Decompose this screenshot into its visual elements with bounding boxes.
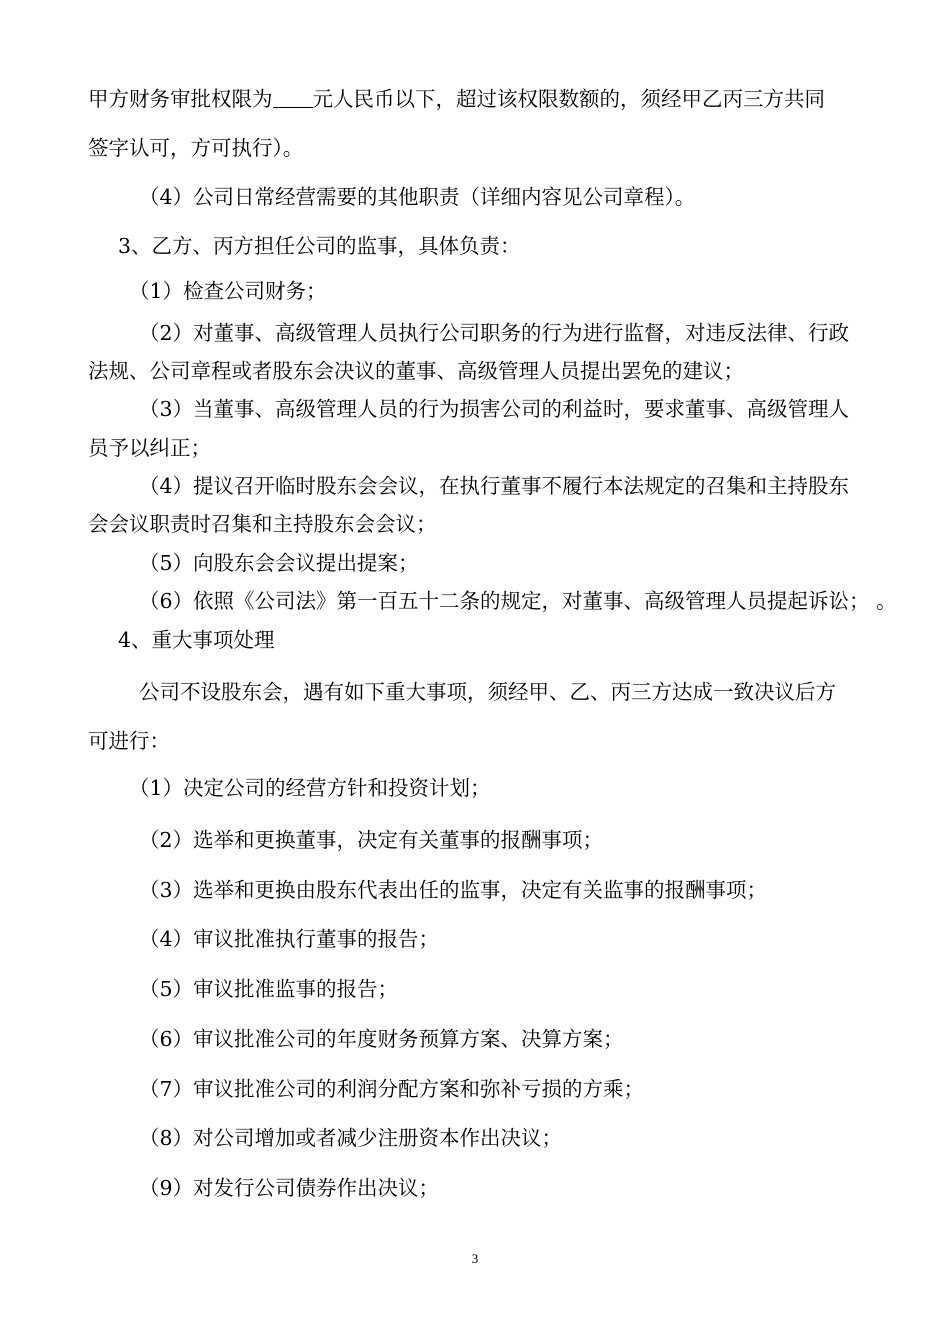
list-item: （2）对董事、高级管理人员执行公司职务的行为进行监督，对违反法律、行政 — [139, 321, 850, 345]
list-item-continuation: 法规、公司章程或者股东会决议的董事、高级管理人员提出罢免的建议； — [88, 359, 744, 383]
paragraph-line: 公司不设股东会，遇有如下重大事项，须经甲、乙、丙三方达成一致决议后方 — [139, 680, 836, 704]
list-item: （8）对公司增加或者减少注册资本作出决议； — [139, 1126, 563, 1150]
list-item-continuation: 会会议职责时召集和主持股东会会议； — [88, 512, 437, 536]
blank-amount-field — [273, 87, 313, 108]
list-item: （2）选举和更换董事，决定有关董事的报酬事项； — [139, 828, 604, 852]
list-item: （5）向股东会会议提出提案； — [139, 551, 419, 575]
paragraph-line: 可进行： — [88, 729, 170, 753]
list-item: （7）审议批准公司的利润分配方案和弥补亏损的方乘； — [139, 1077, 645, 1101]
list-item: （1）检查公司财务； — [129, 279, 327, 303]
list-item: （9）对发行公司债券作出决议； — [139, 1176, 440, 1200]
list-item: （1）决定公司的经营方针和投资计划； — [129, 776, 491, 800]
list-item: （6）审议批准公司的年度财务预算方案、决算方案； — [139, 1027, 624, 1051]
list-item: （5）审议批准监事的报告； — [139, 977, 399, 1001]
section-heading: 3、乙方、丙方担任公司的监事，具体负责： — [118, 234, 521, 258]
list-item: （6）依照《公司法》第一百五十二条的规定，对董事、高级管理人员提起诉讼； 。 — [139, 589, 897, 613]
list-item: （4）公司日常经营需要的其他职责（详细内容见公司章程）。 — [139, 185, 696, 209]
list-item: （4）审议批准执行董事的报告； — [139, 927, 440, 951]
list-item: （3）当董事、高级管理人员的行为损害公司的利益时，要求董事、高级管理人 — [139, 397, 850, 421]
paragraph-line-approval-limit — [88, 86, 825, 112]
list-item-continuation: 员予以纠正； — [88, 436, 211, 460]
text-segment: 元人民币以下，超过该权限数额的，须经甲乙丙三方共同 — [312, 87, 825, 111]
paragraph-line: 签字认可，方可执行）。 — [88, 136, 304, 160]
page-number: 3 — [471, 1251, 479, 1266]
section-heading: 4、重大事项处理 — [118, 628, 275, 652]
list-item: （4）提议召开临时股东会会议，在执行董事不履行本法规定的召集和主持股东 — [139, 474, 850, 498]
text-segment: 甲方财务审批权限为 — [88, 87, 273, 111]
list-item: （3）选举和更换由股东代表出任的监事，决定有关监事的报酬事项； — [139, 878, 768, 902]
